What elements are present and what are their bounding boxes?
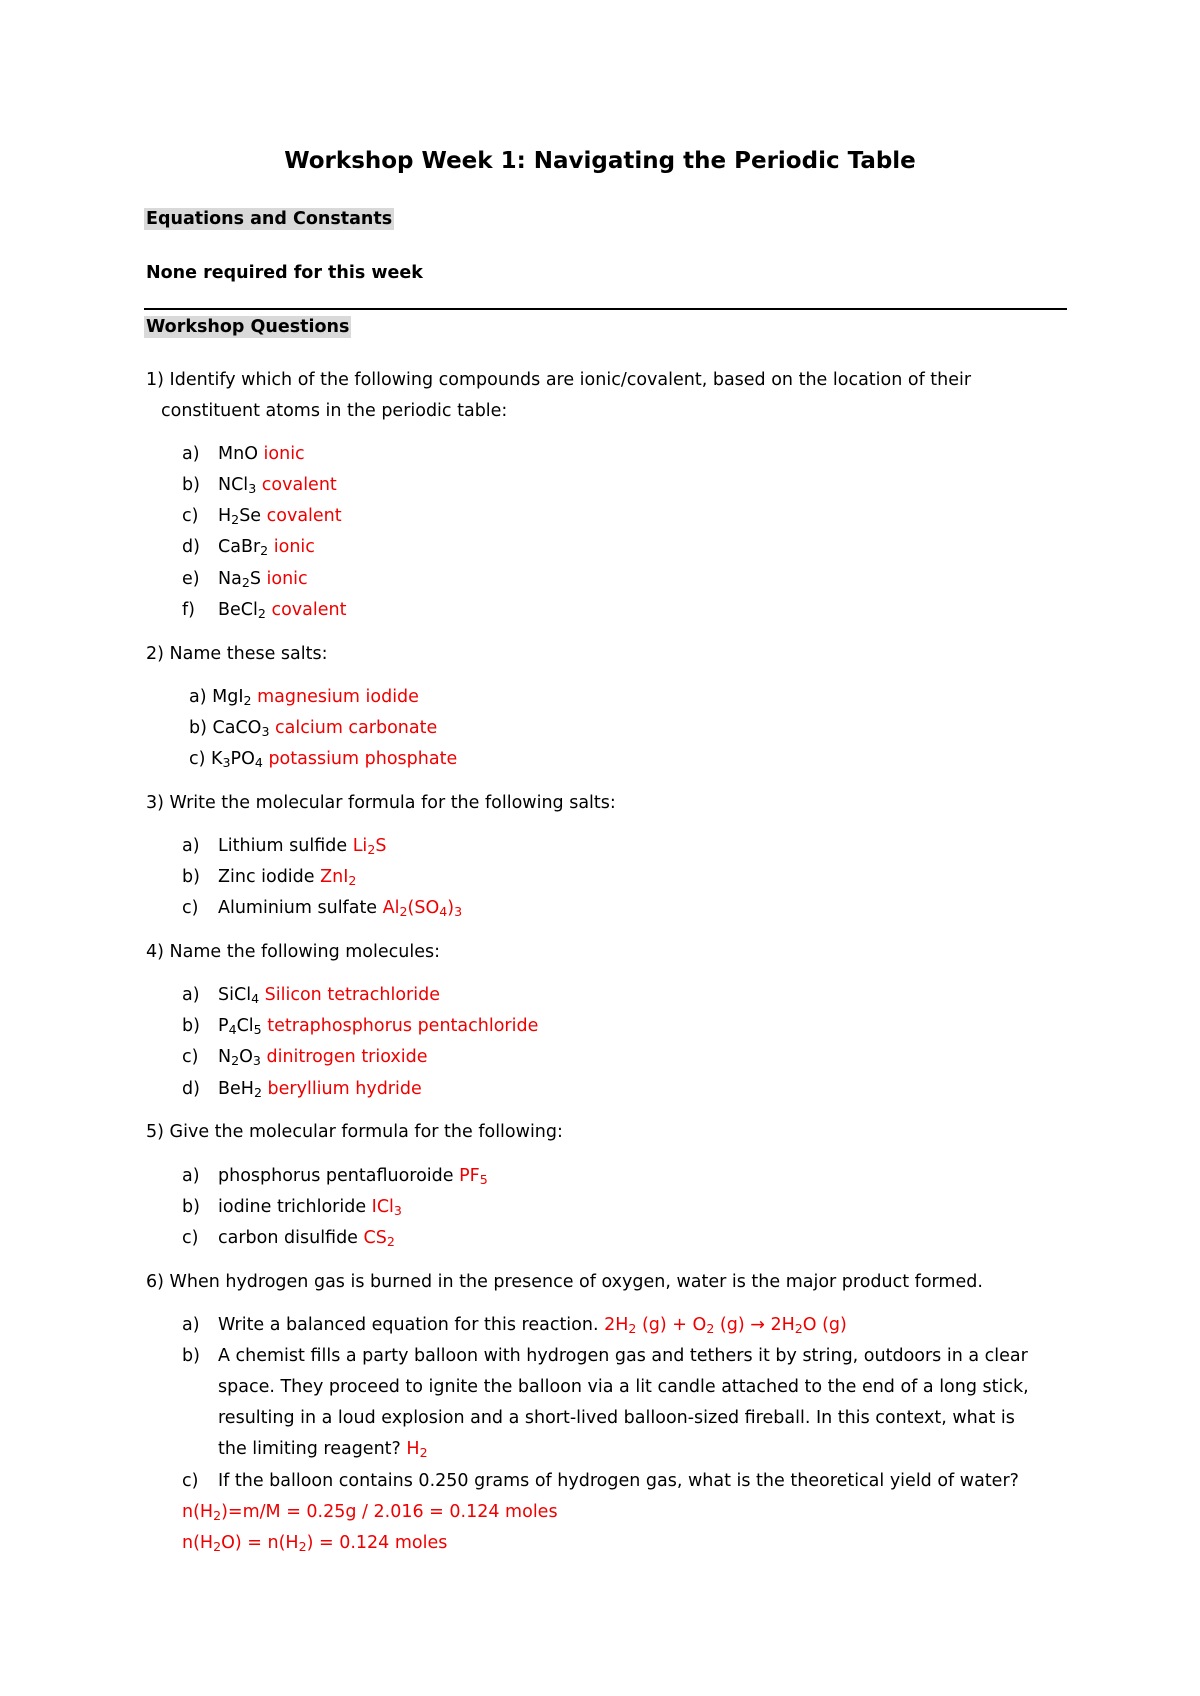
question-6-item-b-line2: space. They proceed to ignite the balloon via a lit candle attached to the end of a long stick,: [218, 1377, 1029, 1397]
section-heading-equations: Equations and Constants: [146, 209, 393, 229]
question-3-item-a: a) Lithium sulfide $Li_2S$: [182, 836, 387, 858]
question-3-item-b: b) Zinc iodide ZnI$_2$: [182, 867, 357, 889]
question-2-item-b: b) CaCO$_3$ calcium carbonate: [189, 718, 438, 740]
question-4-item-c: c) $N_2O_3$ dinitrogen trioxide: [182, 1047, 428, 1069]
page-title: Workshop Week 1: Navigating the Periodic Table: [284, 148, 916, 174]
question-4: 4) Name the following molecules:: [146, 942, 440, 962]
question-6: 6) When hydrogen gas is burned in the presence of oxygen, water is the major product formed.: [146, 1272, 983, 1292]
question-4-item-b: b) $P_4Cl_5$ tetraphosphorus pentachloride: [182, 1016, 539, 1038]
section-heading-questions: Workshop Questions: [146, 317, 350, 337]
question-6-item-c: c) If the balloon contains 0.250 grams of hydrogen gas, what is the theoretical yield of water?: [182, 1471, 1019, 1491]
question-1-line1: 1) Identify which of the following compounds are ionic/covalent, based on the location of their: [146, 370, 972, 390]
question-1-item-e: e) $Na_2S$ ionic: [182, 569, 308, 591]
question-1-item-f: f) BeCl$_2$ covalent: [182, 600, 347, 622]
question-1-item-b: b) NCl$_3$ covalent: [182, 475, 337, 497]
question-5-item-c: c) carbon disulfide $CS_2$: [182, 1228, 395, 1250]
question-4-item-d: d) BeH$_2$ beryllium hydride: [182, 1079, 422, 1101]
question-5-item-a: a) phosphorus pentafluoroide $PF_5$: [182, 1166, 488, 1188]
question-5: 5) Give the molecular formula for the following:: [146, 1122, 563, 1142]
question-4-item-a: a) SiCl$_4$ Silicon tetrachloride: [182, 985, 440, 1007]
question-1-item-d: d) CaBr$_2$ ionic: [182, 537, 315, 559]
question-1-item-c: c) $H_2Se$ covalent: [182, 506, 342, 528]
question-2: 2) Name these salts:: [146, 644, 328, 664]
question-3-item-c: c) Aluminium sulfate $Al_2(SO_4)_3$: [182, 898, 463, 920]
answer-calculation-2: $n(H_2O) = n(H_2) = 0.124$ moles: [182, 1533, 448, 1555]
question-1-line2: constituent atoms in the periodic table:: [161, 401, 508, 421]
question-1-item-a: a) MnO ionic: [182, 444, 305, 464]
answer-calculation-1: $n(H_2)=m/M = 0.25g / 2.016 = 0.124$ moles: [182, 1502, 558, 1524]
question-6-item-b-line1: b) A chemist fills a party balloon with hydrogen gas and tethers it by string, outdoors in a clear: [182, 1346, 1028, 1366]
question-2-item-c: c) $K_3PO_4$ potassium phosphate: [189, 749, 458, 771]
question-2-item-a: a) MgI$_2$ magnesium iodide: [189, 687, 419, 709]
equations-note: None required for this week: [146, 263, 423, 283]
question-6-item-a: a) Write a balanced equation for this reaction. $2H_2$ $(g) + O_2$ $(g) \to 2H_2O$ (g): [182, 1315, 847, 1337]
question-5-item-b: b) iodine trichloride ICl$_3$: [182, 1197, 402, 1219]
question-3: 3) Write the molecular formula for the following salts:: [146, 793, 616, 813]
question-6-item-b-line3: resulting in a loud explosion and a short-lived balloon-sized fireball. In this context, what is: [218, 1408, 1015, 1428]
divider-line: [144, 308, 1067, 310]
question-6-item-b-line4: the limiting reagent? $H_2$: [218, 1439, 428, 1461]
